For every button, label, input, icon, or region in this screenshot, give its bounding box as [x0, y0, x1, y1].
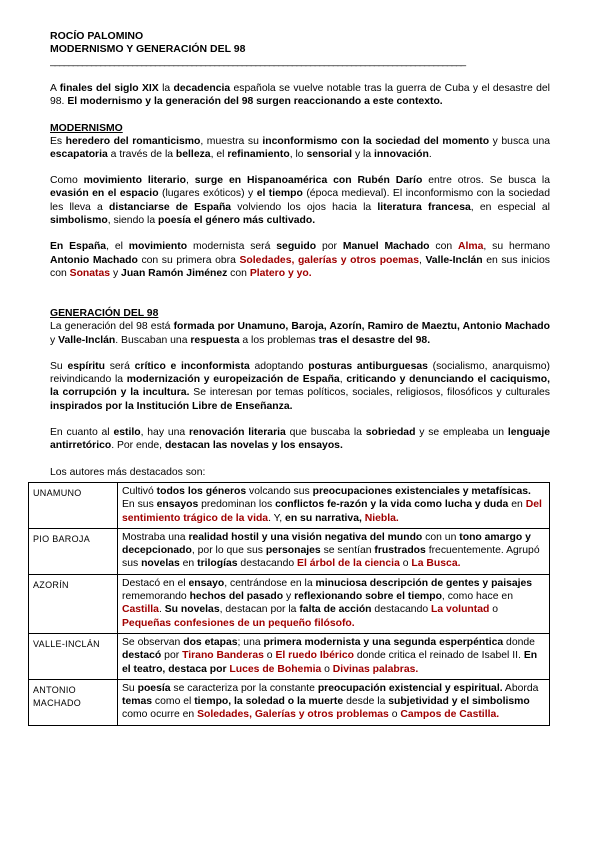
modernismo-paragraph-3: En España, el movimiento modernista será seguido por Manuel Machado con Alma, su hermano Antonio Machado con su primera obra Soledades, galerías y otros poemas, Valle-Inclán en sus inicios con Sonatas y Juan Ramón Jiménez con Platero y yo. [50, 241, 550, 279]
author-name: PIO BAROJA [29, 528, 118, 574]
work-title: Del sentimiento trágico de la vida [122, 499, 542, 524]
modernismo-paragraph-2: Como movimiento literario, surge en Hispanoamérica con Rubén Darío entre otros. Se busca la evasión en el espacio (lugares exóticos) y el tiempo (época medieval). El inconformismo con la sociedad les lleva a distanciarse de España volviendo los ojos hacia la literatura francesa, en especial al simbolismo, siendo la poesía el género más cultivado. [50, 175, 550, 227]
work-title: Alma [458, 241, 484, 253]
table-row [29, 679, 550, 725]
work-title: La Busca. [411, 558, 461, 570]
generacion-paragraph-3: En cuanto al estilo, hay una renovación literaria que buscaba la sobriedad y se empleaba un lenguaje antirretórico. Por ende, destacan las novelas y los ensayos. [50, 427, 550, 452]
author-description: Destacó en el ensayo, centrándose en la minuciosa descripción de gentes y paisajes rememorando hechos del pasado y reflexionando sobre el tiempo, como hace en Castilla. Su novelas, destacan por la falta de acción destacando La voluntad o Pequeñas confesiones de un pequeño filósofo. [118, 574, 550, 633]
document-title: MODERNISMO Y GENERACIÓN DEL 98 [50, 43, 246, 55]
author-name: AZORÍN [29, 574, 118, 633]
author-description: Se observan dos etapas; una primera modernista y una segunda esperpéntica donde destacó por Tirano Banderas o El ruedo Ibérico donde critica el reinado de Isabel II. En el teatro, destaca por Luces de Bohemia o Divinas palabras. [118, 633, 550, 679]
author-name: ANTONIO MACHADO [29, 679, 118, 725]
work-title: La voluntad [431, 604, 490, 616]
work-title: El árbol de la ciencia [297, 558, 400, 570]
work-title: Sonatas [69, 267, 111, 279]
generacion-paragraph-2: Su espíritu será crítico e inconformista adoptando posturas antiburguesas (socialismo, anarquismo) reivindicando la modernización y europeización de España, criticando y denunciando el caciquismo, la corrupción y la incultura. Se interesan por temas políticos, sociales, religiosos, filosóficos y culturales inspirados por la Institución Libre de Enseñanza. [50, 360, 550, 412]
modernismo-paragraph-1: Es heredero del romanticismo, muestra su inconformismo con la sociedad del momento y busca una escapatoria a través de la belleza, el refinamiento, lo sensorial y la innovación. [50, 135, 551, 160]
work-title: Niebla. [364, 512, 399, 524]
author-name: VALLE-INCLÁN [29, 633, 118, 679]
table-row [29, 633, 550, 679]
table-intro: Los autores más destacados son: [50, 466, 206, 478]
section-heading-generacion: GENERACIÓN DEL 98 [50, 308, 159, 320]
work-title: Divinas palabras. [332, 663, 419, 675]
table-row [29, 574, 550, 633]
table-row [29, 482, 550, 528]
section-heading-modernismo: MODERNISMO [50, 122, 123, 134]
work-title: Tirano Banderas [182, 650, 264, 662]
authors-table [28, 482, 550, 726]
author-description: Mostraba una realidad hostil y una visión negativa del mundo con un tono amargo y decepcionado, por lo que sus personajes se sentían frustrados frecuentemente. Agrupó sus novelas en trilogías destacando El árbol de la ciencia o La Busca. [118, 528, 550, 574]
document-author: ROCÍO PALOMINO [50, 30, 144, 42]
header-rule: ___________________________________________________________________________________________ [50, 56, 466, 67]
work-title: Platero y yo. [249, 267, 312, 279]
intro-paragraph: A finales del siglo XIX la decadencia española se vuelve notable tras la guerra de Cuba y el desastre del 98. El modernismo y la generación del 98 surgen reaccionando a este contexto. [50, 83, 550, 108]
work-title: Pequeñas confesiones de un pequeño filósofo. [122, 617, 355, 629]
author-description: Cultivó todos los géneros volcando sus preocupaciones existenciales y metafísicas. En sus ensayos predominan los conflictos fe-razón y la vida como lucha y duda en Del sentimiento trágico de la vida. Y, en su narrativa, Niebla. [118, 482, 550, 528]
author-description: Su poesía se caracteriza por la constante preocupación existencial y espiritual. Aborda temas como el tiempo, la soledad o la muerte desde la subjetividad y el simbolismo como ocurre en Soledades, Galerías y otros problemas o Campos de Castilla. [118, 679, 550, 725]
generacion-paragraph-1: La generación del 98 está formada por Unamuno, Baroja, Azorín, Ramiro de Maeztu, Antonio Machado y Valle-Inclán. Buscaban una respuesta a los problemas tras el desastre del 98. [50, 321, 550, 346]
author-name: UNAMUNO [29, 482, 118, 528]
work-title: El ruedo Ibérico [275, 650, 354, 662]
work-title: Soledades, galerías y otros poemas [239, 254, 419, 266]
work-title: Castilla [122, 604, 159, 616]
work-title: Soledades, Galerías y otros problemas [197, 709, 389, 721]
work-title: Luces de Bohemia [229, 663, 322, 675]
work-title: Campos de Castilla. [400, 709, 500, 721]
table-row [29, 528, 550, 574]
